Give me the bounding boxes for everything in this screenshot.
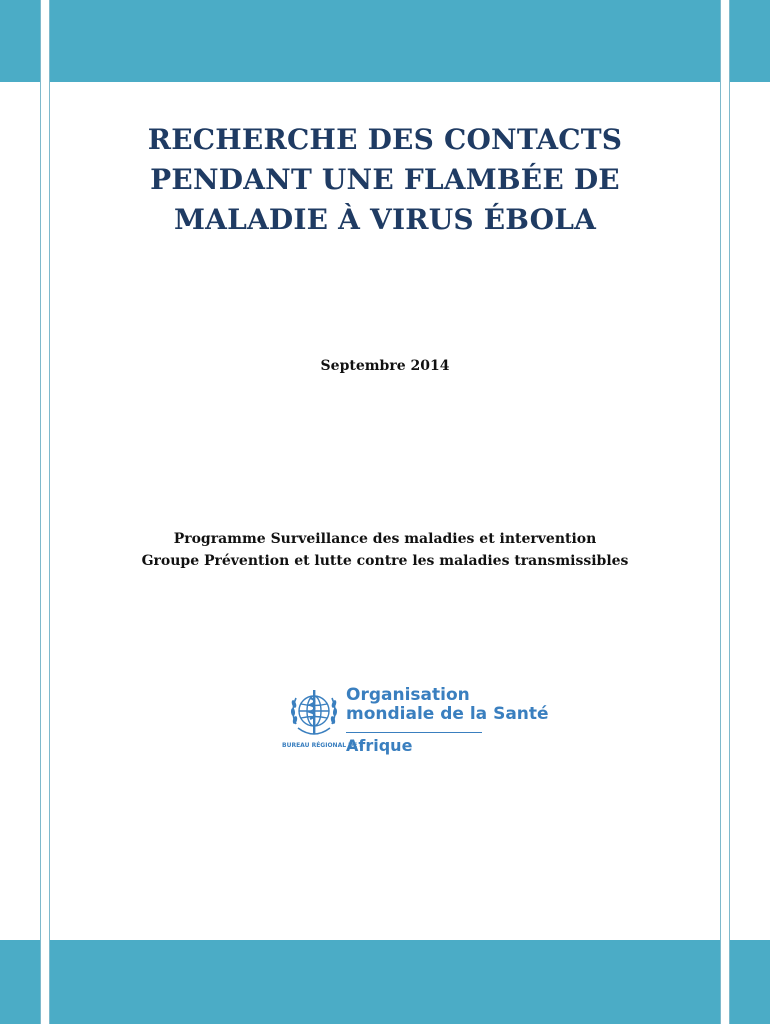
who-emblem-icon: [286, 684, 342, 740]
who-afro-logo: [282, 682, 549, 756]
frame-line: [49, 0, 50, 1024]
organization-name: [346, 686, 549, 724]
title-line: MALADIE À VIRUS ÉBOLA: [173, 203, 597, 236]
program-line: Groupe Prévention et lutte contre les maladies transmissibles: [141, 553, 629, 569]
bottom-band: [50, 940, 720, 1024]
program-line: Programme Surveillance des maladies et intervention: [173, 531, 597, 547]
regional-bureau-label: BUREAU RÉGIONAL DE L': [282, 742, 365, 749]
organization-name-line: Organisation: [346, 685, 470, 705]
frame-line: [720, 0, 721, 1024]
publication-date: Septembre 2014: [320, 358, 450, 374]
right-margin: [730, 0, 770, 1024]
right-bottom-band: [730, 940, 770, 1024]
left-bottom-band: [0, 940, 40, 1024]
top-band: [50, 0, 720, 82]
title-line: RECHERCHE DES CONTACTS: [147, 123, 623, 156]
program-info: [40, 528, 730, 572]
document-title: [60, 120, 710, 240]
logo-divider: [346, 732, 482, 733]
region-name: Afrique: [346, 736, 413, 755]
right-top-band: [730, 0, 770, 82]
organization-name-line: mondiale de la Santé: [346, 704, 549, 724]
frame-line: [729, 0, 730, 1024]
title-line: PENDANT UNE FLAMBÉE DE: [150, 163, 620, 196]
left-margin: [0, 0, 40, 1024]
frame-line: [40, 0, 41, 1024]
left-top-band: [0, 0, 40, 82]
